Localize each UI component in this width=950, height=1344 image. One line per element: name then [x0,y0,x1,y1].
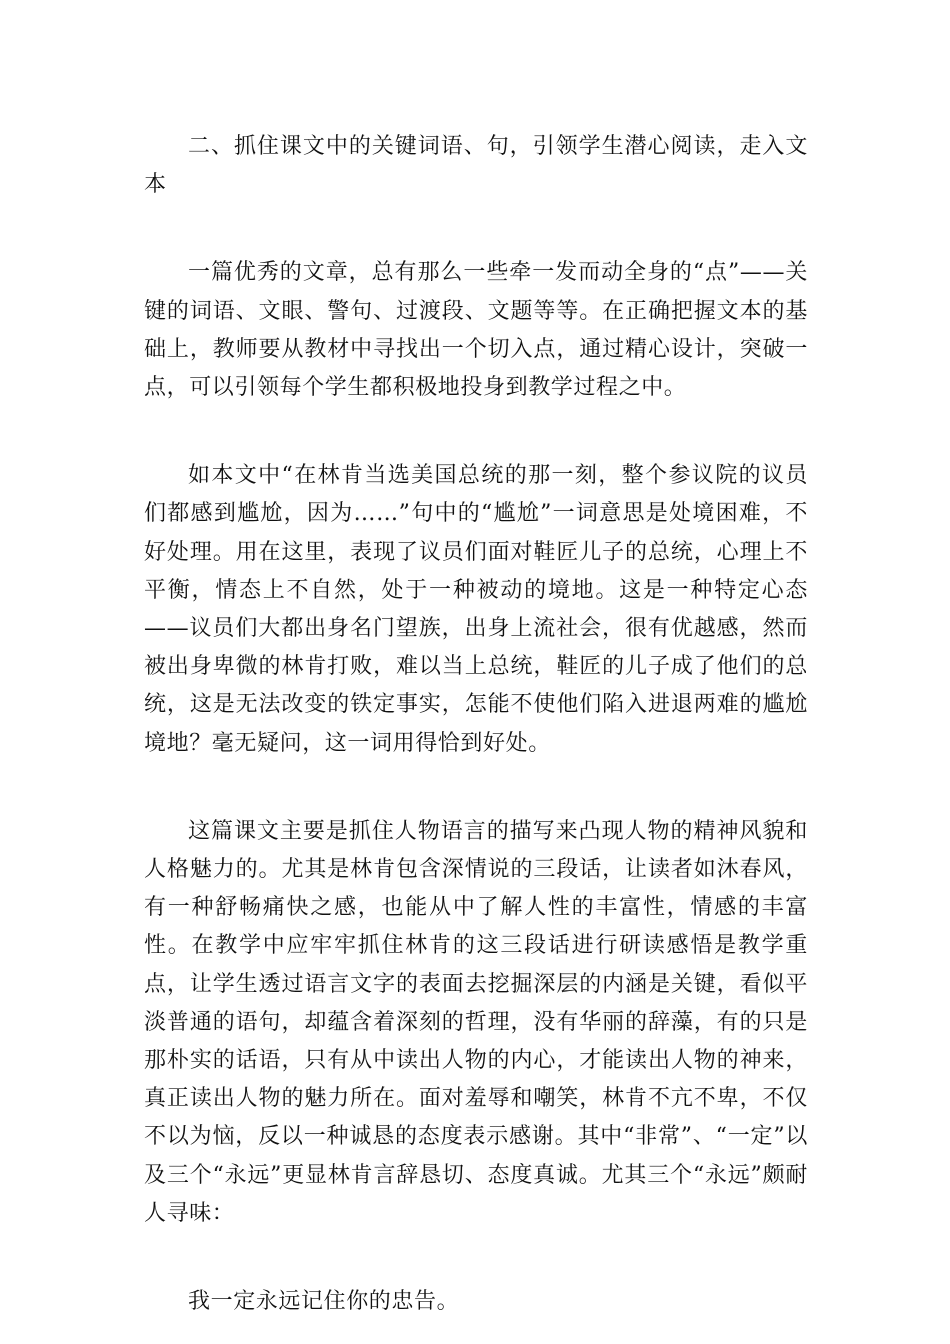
paragraph-gap [144,1233,808,1283]
paragraph-gap [144,407,808,457]
section-heading: 二、抓住课文中的关键词语、句，引领学生潜心阅读，走入文本 [144,134,808,198]
paragraph-key-points: 一篇优秀的文章，总有那么一些牵一发而动全身的“点”——关键的词语、文眼、警句、过渡段、文题等等。在正确把握文本的基础上，教师要从教材中寻找出一个切入点，通过精心设计，突破一点，可以引领每个学生都积极地投身到教学过程之中。 [144,260,808,401]
paragraph-gap [144,204,808,254]
document-body [144,128,808,1321]
paragraph-example-embarrassment: 如本文中“在林肯当选美国总统的那一刻，整个参议院的议员们都感到尴尬，因为……”句中的“尴尬”一词意思是处境困难，不好处理。用在这里，表现了议员们面对鞋匠儿子的总统，心理上不平衡，情态上不自然，处于一种被动的境地。这是一种特定心态——议员们大都出身名门望族，出身上流社会，很有优越感，然而被出身卑微的林肯打败，难以当上总统，鞋匠的儿子成了他们的总统，这是无法改变的铁定事实，怎能不使他们陷入进退两难的尴尬境地？毫无疑问，这一词用得恰到好处。 [144,463,808,756]
paragraph-quote: 我一定永远记住你的忠告。 [188,1289,460,1315]
paragraph-character-language: 这篇课文主要是抓住人物语言的描写来凸现人物的精神风貌和人格魅力的。尤其是林肯包含深情说的三段话，让读者如沐春风，有一种舒畅痛快之感，也能从中了解人性的丰富性，情感的丰富性。在教学中应牢牢抓住林肯的这三段话进行研读感悟是教学重点，让学生透过语言文字的表面去挖掘深层的内涵是关键，看似平淡普通的语句，却蕴含着深刻的哲理，没有华丽的辞藻，有的只是那朴实的话语，只有从中读出人物的内心，才能读出人物的神来，真正读出人物的魅力所在。面对羞辱和嘲笑，林肯不亢不卑，不仅不以为恼，反以一种诚恳的态度表示感谢。其中“非常”、“一定”以及三个“永远”更显林肯言辞恳切、态度真诚。尤其三个“永远”颇耐人寻味： [144,818,808,1226]
paragraph-gap [144,763,808,813]
